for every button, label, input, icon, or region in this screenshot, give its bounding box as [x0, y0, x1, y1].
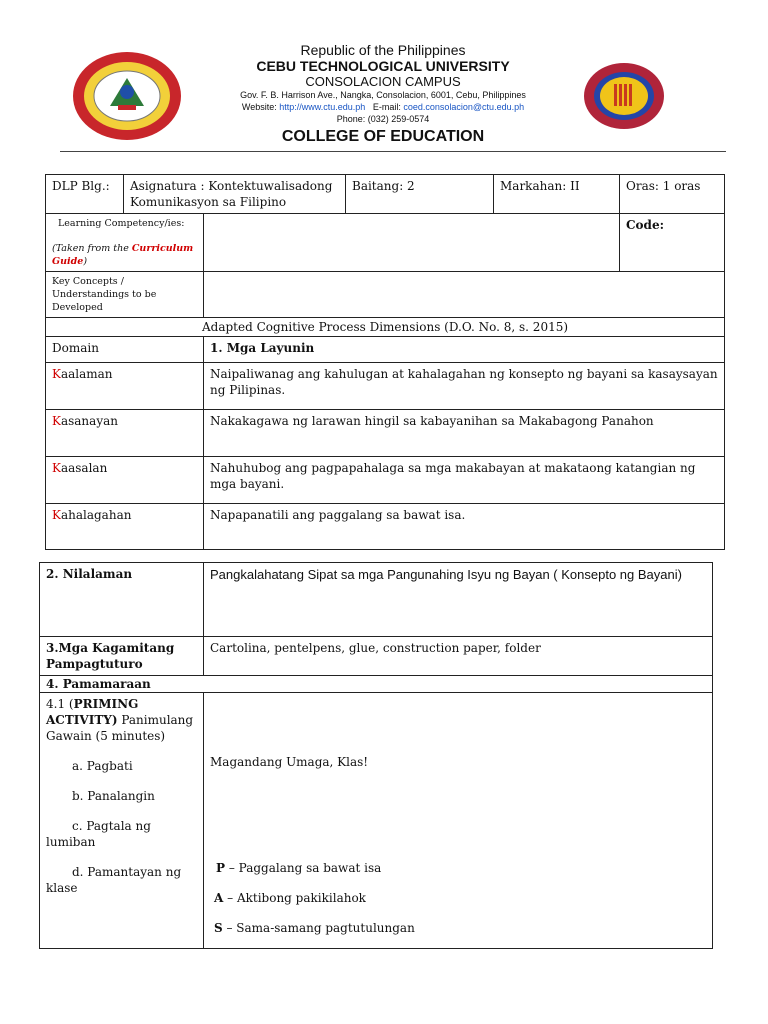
domain-initial: K [52, 414, 61, 428]
domain-label-kasanayan [46, 410, 204, 457]
competency-label: Learning Competency/ies: [58, 218, 185, 229]
contact-line [200, 101, 566, 113]
header-divider [60, 151, 726, 152]
kagamitan-text: Cartolina, pentelpens, glue, construction paper, folder [204, 637, 713, 676]
email-label: E-mail: [372, 102, 401, 112]
priming-cell [40, 693, 204, 949]
curriculum-note-prefix: (Taken from the [52, 243, 132, 254]
priming-response-cell [204, 693, 713, 949]
objective-text-kaasalan: Nahuhubog ang pagpapahalaga sa mga makabayan at makataong katangian ng mga bayani. [204, 457, 725, 504]
kagamitan-row [40, 637, 713, 676]
competency-row [46, 214, 725, 272]
priming-activity-label: PRIMING ACTIVITY) [46, 697, 139, 727]
curriculum-guide-text: Curriculum Guide [52, 243, 194, 267]
document-header [0, 0, 768, 160]
email-link[interactable]: coed.consolacion@ctu.edu.ph [403, 102, 525, 112]
objective-row [46, 410, 725, 457]
key-concepts-label: Key Concepts / Understandings to be Developed [46, 272, 204, 318]
objective-row [46, 363, 725, 410]
pamamaraan-heading: 4. Pamamaraan [40, 676, 713, 693]
republic-title: Republic of the Philippines [300, 42, 466, 58]
objective-row [46, 457, 725, 504]
domain-label-rest: ahalagahan [60, 508, 132, 522]
dlp-info-row [46, 175, 725, 214]
objective-text-kaalaman: Naipaliwanag ang kahulugan at kahalagahan ng konsepto ng bayani sa kasaysayan ng Pilipinas. [204, 363, 725, 410]
nilalaman-row [40, 563, 713, 637]
markahan-cell: Markahan: II [494, 175, 620, 214]
domain-label-kaalaman [46, 363, 204, 410]
address-line: Gov. F. B. Harrison Ave., Nangka, Consolacion, 6001, Cebu, Philippines [240, 90, 526, 100]
objective-text-kasanayan: Nakakagawa ng larawan hingil sa kabayanihan sa Makabagong Panahon [204, 410, 725, 457]
domain-header-row [46, 337, 725, 363]
priming-prefix: 4.1 ( [46, 697, 74, 711]
nilalaman-label: 2. Nilalaman [40, 563, 204, 637]
domain-label-rest: aalaman [60, 367, 113, 381]
domain-label-rest: asanayan [60, 414, 118, 428]
baitang-cell: Baitang: 2 [346, 175, 494, 214]
dlp-objectives-table [45, 174, 725, 550]
domain-label-rest: aasalan [60, 461, 108, 475]
university-seal-logo [70, 50, 184, 142]
phone-line: Phone: (032) 259-0574 [336, 114, 430, 124]
pas-text: – Aktibong pakikilahok [223, 891, 366, 905]
key-concepts-row [46, 272, 725, 318]
priming-heading [46, 696, 197, 744]
priming-rest: Panimulang Gawain (5 minutes) [46, 713, 194, 743]
dlp-procedure-table [39, 562, 713, 949]
adapted-row [46, 318, 725, 337]
layunin-heading: 1. Mga Layunin [204, 337, 725, 363]
curriculum-note [52, 242, 197, 268]
priming-step: d. Pamantayan ng klase [46, 865, 182, 895]
website-link[interactable]: http://www.ctu.edu.ph [279, 102, 366, 112]
college-title: COLLEGE OF EDUCATION [281, 128, 485, 145]
pas-letter: P [216, 861, 226, 875]
domain-label-kahalagahan [46, 504, 204, 550]
code-cell: Code: [620, 214, 725, 272]
priming-row [40, 693, 713, 949]
curriculum-note-suffix: ) [83, 256, 88, 267]
priming-step: c. Pagtala ng lumiban [46, 819, 151, 849]
dlp-number-cell: DLP Blg.: [46, 175, 124, 214]
competency-label-cell [46, 214, 204, 272]
asean-logo [580, 60, 668, 132]
priming-step: a. Pagbati [72, 759, 133, 773]
domain-initial: K [52, 367, 61, 381]
nilalaman-text: Pangkalahatang Sipat sa mga Pangunahing Isyu ng Bayan ( Konsepto ng Bayani) [204, 563, 713, 637]
domain-label-kaasalan [46, 457, 204, 504]
priming-step: b. Panalangin [72, 789, 155, 803]
domain-initial: K [52, 508, 61, 522]
asignatura-cell: Asignatura : Kontektuwalisadong Komunikasyon sa Filipino [124, 175, 346, 214]
header-text-block [200, 42, 566, 125]
objective-text-kahalagahan: Napapanatili ang paggalang sa bawat isa. [204, 504, 725, 550]
pas-letter: S [214, 921, 223, 935]
pas-item [210, 860, 706, 876]
competency-value-cell [204, 214, 620, 272]
key-concepts-value [204, 272, 725, 318]
website-label: Website: [241, 102, 277, 112]
pas-letter: A [214, 891, 224, 905]
objective-row [46, 504, 725, 550]
campus-name: CONSOLACION CAMPUS [305, 74, 461, 89]
kagamitan-label: 3.Mga Kagamitang Pampagtuturo [40, 637, 204, 676]
domain-initial: K [52, 461, 61, 475]
oras-cell: Oras: 1 oras [620, 175, 725, 214]
pas-text: – Paggalang sa bawat isa [225, 861, 382, 875]
pas-text: – Sama-samang pagtutulungan [222, 921, 415, 935]
pas-item [210, 890, 706, 906]
greeting-text: Magandang Umaga, Klas! [210, 755, 369, 769]
domain-heading: Domain [46, 337, 204, 363]
adapted-cognitive-heading: Adapted Cognitive Process Dimensions (D.O. No. 8, s. 2015) [46, 318, 725, 337]
pamamaraan-row [40, 676, 713, 693]
pas-item [210, 920, 706, 936]
university-name: CEBU TECHNOLOGICAL UNIVERSITY [256, 58, 510, 74]
